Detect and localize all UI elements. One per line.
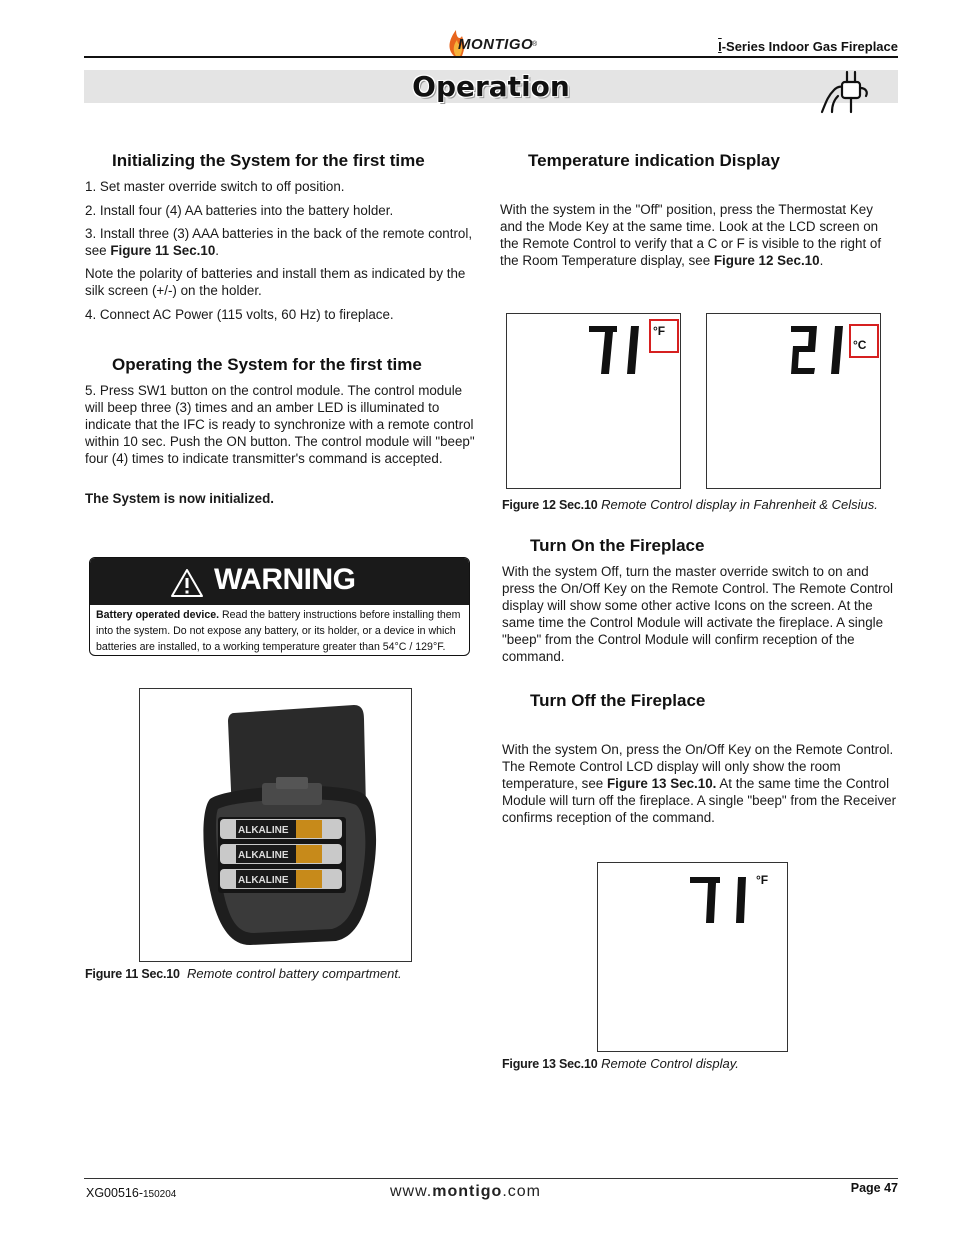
warning-lead: Battery operated device. [96, 609, 220, 621]
figure-12-fahrenheit-display [506, 313, 681, 489]
fahrenheit-unit: °F [653, 324, 666, 338]
turn-off-heading: Turn Off the Fireplace [530, 691, 706, 710]
warning-box [89, 557, 470, 656]
figure-11-caption [85, 966, 402, 981]
figure-13-caption-text: Remote Control display. [601, 1056, 739, 1071]
celsius-unit: °C [853, 338, 867, 352]
operate-heading: Operating the System for the first time [112, 355, 422, 374]
web-suffix: .com [502, 1183, 541, 1200]
remote-battery-compartment-image [140, 689, 411, 961]
doc-code: XG00516- [86, 1186, 143, 1200]
header-divider [84, 56, 898, 58]
figure-12-celsius-display [706, 313, 881, 489]
turn-on-heading: Turn On the Fireplace [530, 536, 705, 555]
brand-registered-mark: ® [532, 41, 538, 48]
celsius-highlight-box [849, 324, 879, 358]
web-brand: montigo [432, 1183, 503, 1200]
warning-triangle-icon [170, 568, 204, 598]
figure-13-label: Figure 13 Sec.10 [502, 1057, 598, 1071]
turn-on-paragraph: With the system Off, turn the master override switch to on and press the On/Off Key on the Remote Control. The Remote Control display will show some other active Icons on the screen. At the same time the Control Module will activate the fireplace. A single "beep" from the Control Module will confirm reception of the command. [502, 564, 894, 664]
temp-display-ref: Figure 12 Sec.10 [713, 253, 820, 268]
footer-divider [84, 1178, 898, 1179]
series-title-rest: -Series Indoor Gas Fireplace [721, 39, 898, 54]
brand-logo-text: MONTIGO [458, 36, 534, 53]
battery-row-3 [220, 869, 342, 889]
init-step-3-end: . [215, 243, 220, 258]
figure-12-caption-text: Remote Control display in Fahrenheit & Celsius. [601, 497, 878, 512]
warning-header [90, 558, 469, 605]
web-prefix: www. [390, 1183, 433, 1200]
battery-row-2 [220, 844, 342, 864]
turn-off-paragraph [502, 741, 898, 826]
temp-display-paragraph [500, 201, 898, 269]
warning-text [96, 608, 462, 655]
document-code [86, 1186, 176, 1200]
temp-display-text: With the system in the "Off" position, press the Thermostat Key and the Mode Key at the same time. Look at the LCD screen on the Remote Control to verify that a C or F is visible to the right of the Room Temperature display, see [500, 202, 882, 268]
battery-label-3: ALKALINE [238, 875, 289, 886]
figure-11-caption-text: Remote control battery compartment. [187, 966, 402, 981]
figure-13-caption [502, 1056, 739, 1071]
turn-off-ref: Figure 13 Sec.10. [606, 776, 717, 791]
init-step-2: 2. Install four (4) AA batteries into the battery holder. [85, 203, 394, 218]
lcd-digits-fahrenheit [587, 322, 647, 378]
init-step-3 [85, 225, 480, 259]
fahrenheit-highlight-box [649, 319, 679, 353]
series-letter: I [718, 39, 722, 54]
lcd-digits-fig13 [688, 873, 754, 927]
figure-12-label: Figure 12 Sec.10 [502, 498, 598, 512]
figure-11-photo [139, 688, 412, 962]
battery-label-1: ALKALINE [238, 825, 289, 836]
battery-label-2: ALKALINE [238, 850, 289, 861]
temp-display-heading: Temperature indication Display [528, 151, 780, 170]
init-step-1: 1. Set master override switch to off position. [85, 179, 345, 194]
init-heading: Initializing the System for the first time [112, 151, 425, 170]
series-title [718, 39, 898, 54]
turn-off-end: At the same time the Control Module will turn off the fireplace. A single "beep" from the Receiver confirms reception of the command. [502, 776, 897, 825]
section-banner [84, 70, 898, 103]
figure-11-label: Figure 11 Sec.10 [85, 967, 180, 981]
init-step-3-text: 3. Install three (3) AAA batteries in the back of the remote control, see [85, 226, 473, 258]
init-step-4: 4. Connect AC Power (115 volts, 60 Hz) to fireplace. [85, 307, 394, 322]
section-title: Operation [412, 70, 570, 103]
warning-body: Read the battery instructions before installing them into the system. Do not expose any battery, or its holder, or a device in which batteries are installed, to a working temperature greater than 54°C / 129°F. [96, 609, 461, 653]
turn-off-text: With the system On, press the On/Off Key on the Remote Control. The Remote Control LCD display will only show the room temperature, see [502, 742, 894, 791]
figure-13-display [597, 862, 788, 1052]
lcd-digits-celsius [787, 322, 851, 378]
operate-step-5: 5. Press SW1 button on the control module. The control module will beep three (3) times and an amber LED is illuminated to indicate that the IFC is ready to synchronize with a remote control within 10 sec. Push the ON button. The control module will "beep" four (4) times to indicate transmitter's command is accepted. [85, 383, 475, 466]
figure-12-caption [502, 497, 878, 512]
page-number: Page 47 [850, 1181, 898, 1195]
website-url [390, 1183, 541, 1201]
battery-row-1 [220, 819, 342, 839]
plug-hand-icon [818, 66, 870, 116]
temp-display-end: . [819, 253, 824, 268]
init-step-3-ref: Figure 11 Sec.10 [110, 243, 216, 258]
operate-done-note: The System is now initialized. [85, 491, 274, 506]
fig13-unit: °F [756, 873, 769, 887]
warning-title: WARNING [214, 563, 356, 596]
doc-date: 150204 [142, 1189, 177, 1200]
init-polarity-note: Note the polarity of batteries and install them as indicated by the silk screen (+/-) on the holder. [85, 266, 466, 298]
